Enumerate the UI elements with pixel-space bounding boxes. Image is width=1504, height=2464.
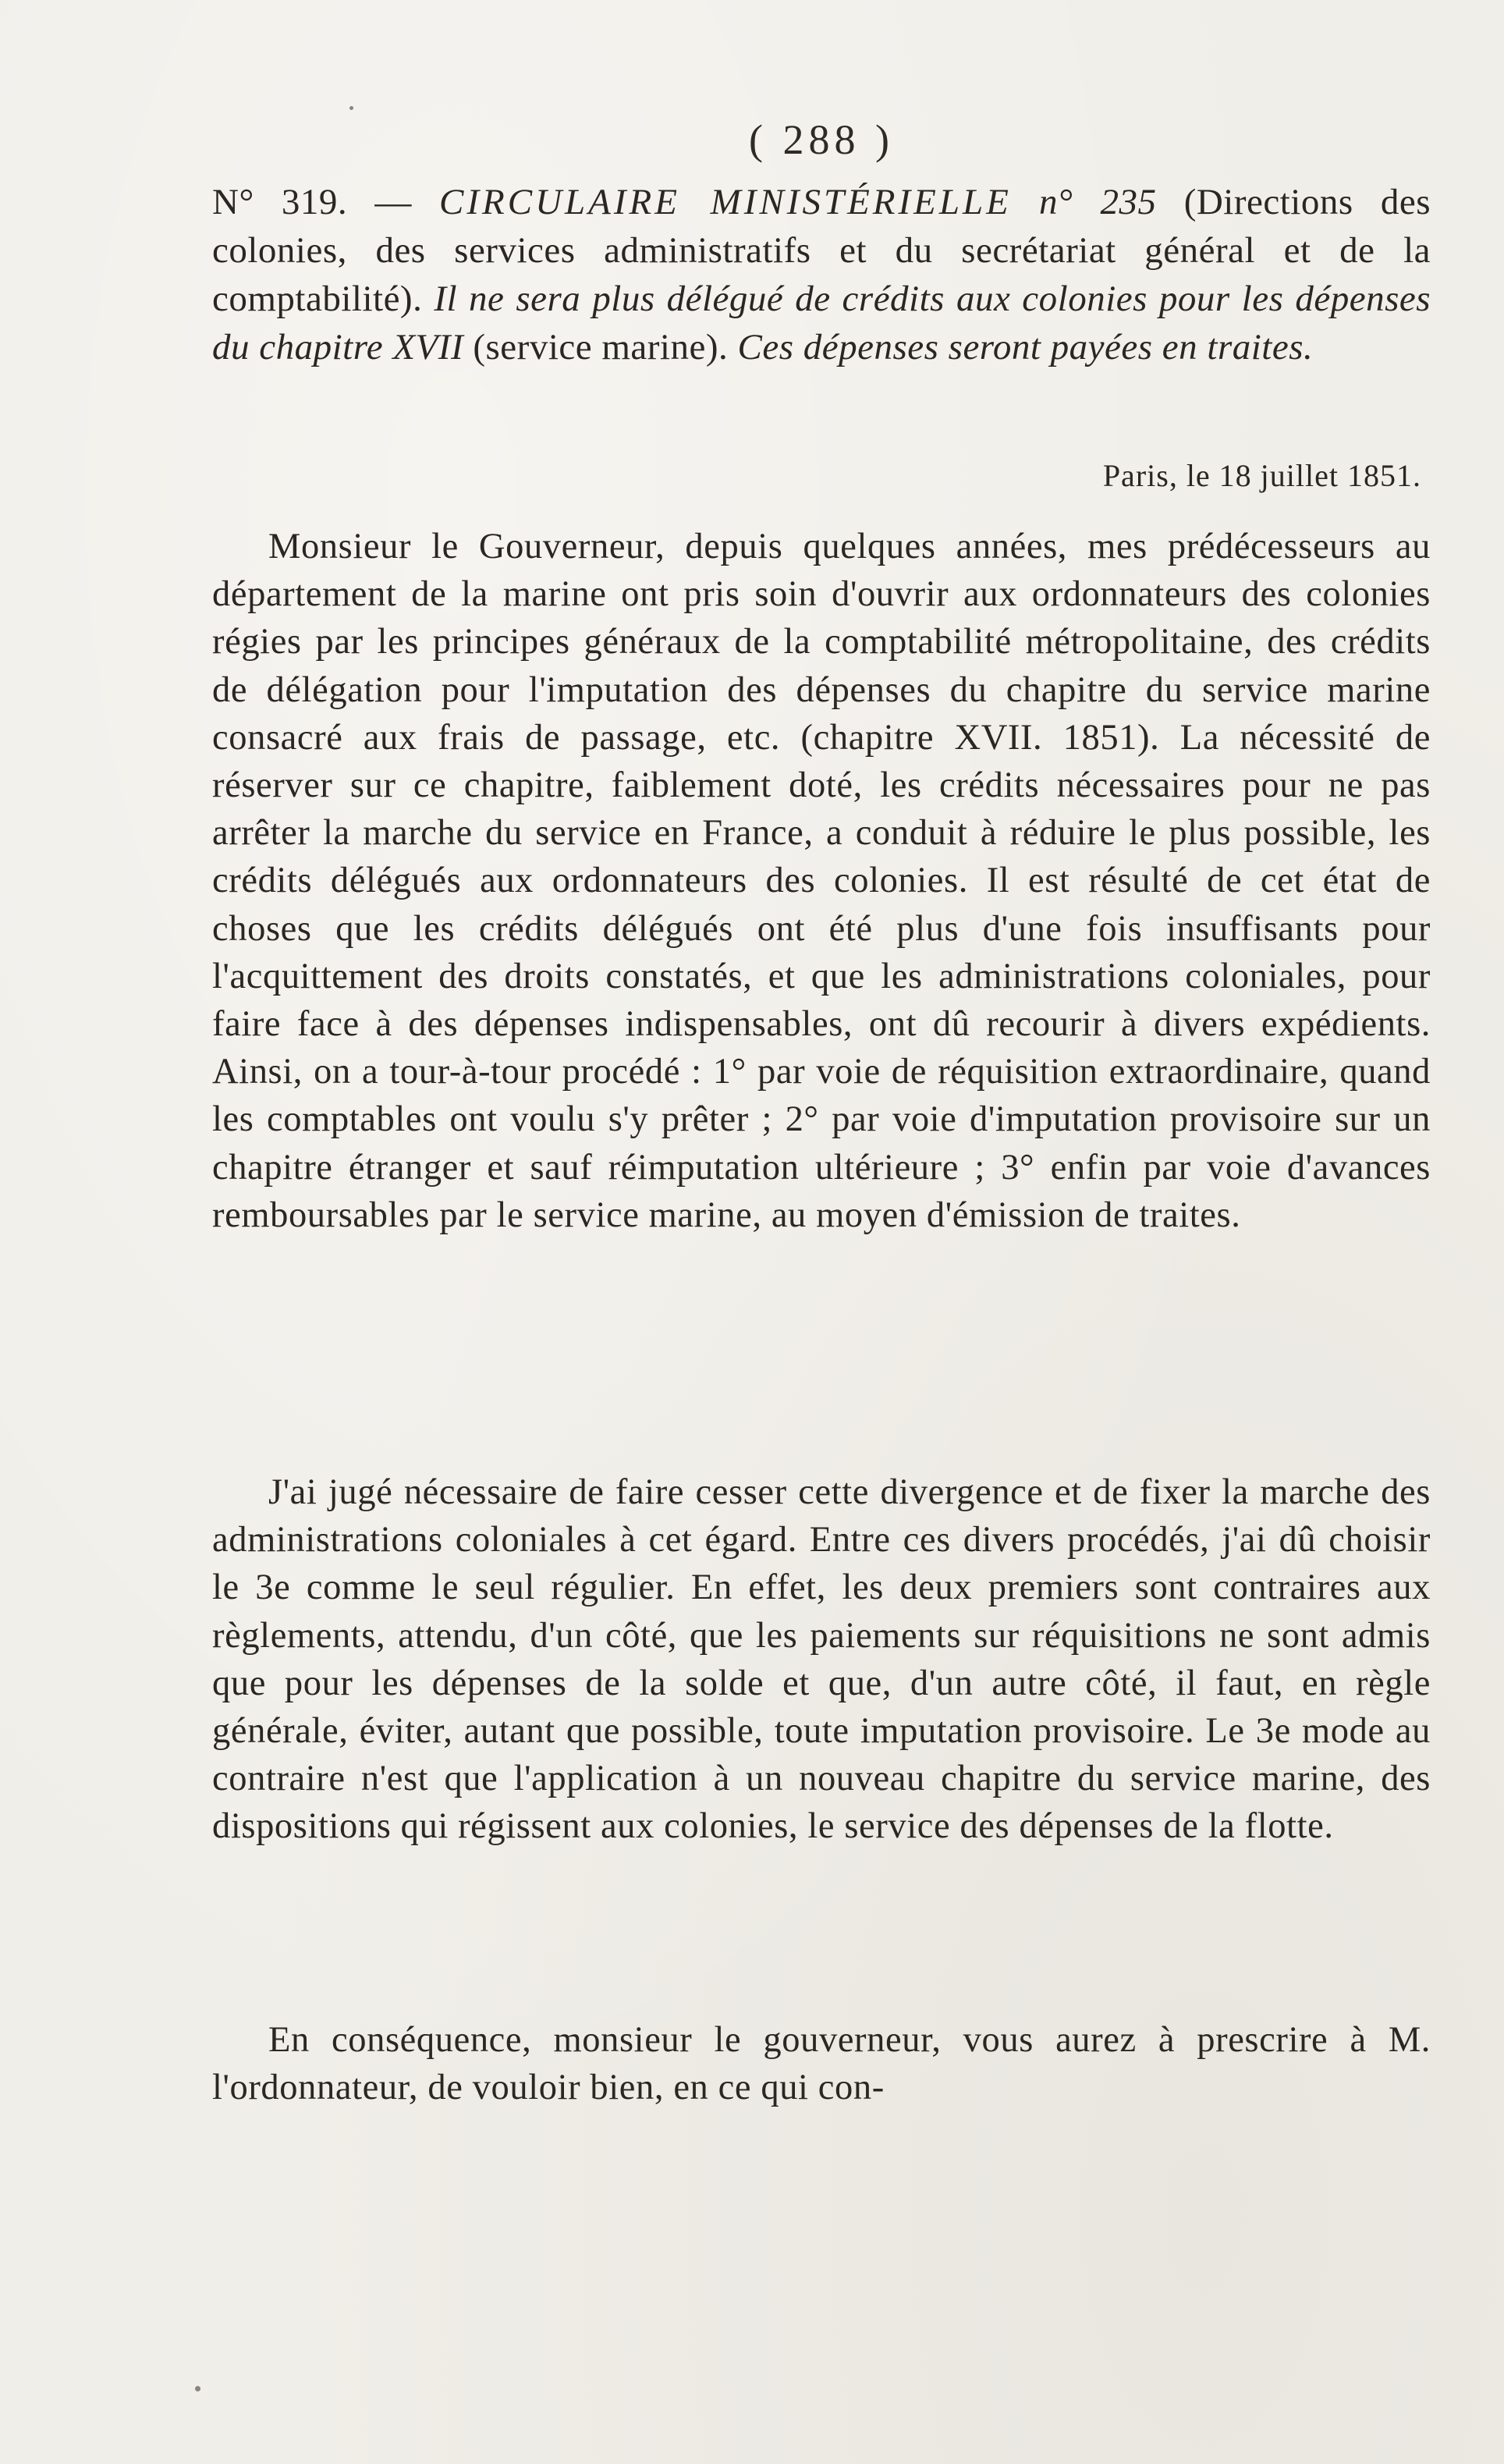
circular-title: CIRCULAIRE MINISTÉRIELLE bbox=[439, 182, 1012, 222]
paper-speck bbox=[195, 2386, 200, 2391]
dateline: Paris, le 18 juillet 1851. bbox=[1102, 458, 1421, 493]
circular-heading bbox=[212, 178, 1431, 371]
circular-number: N° 319. — bbox=[212, 182, 412, 222]
page-number: ( 288 ) bbox=[749, 116, 894, 163]
body-paragraph-1: Monsieur le Gouverneur, depuis quelques années, mes prédécesseurs au département de la marine ont pris soin d'ouvrir aux ordonnateurs des colonies régies par les principes généraux de la comptabilité métropolitaine, des crédits de délégation pour l'imputation des dépenses du chapitre du service marine consacré aux frais de passage, etc. (chapitre XVII. 1851). La nécessité de réserver sur ce chapitre, faiblement doté, les crédits nécessaires pour ne pas arrêter la marche du service en France, a conduit à réduire le plus possible, les crédits délégués aux ordonnateurs des colonies. Il est résulté de cet état de choses que les crédits délégués ont été plus d'une fois insuffisants pour l'acquittement des droits constatés, et que les administrations coloniales, pour faire face à des dépenses indispensables, ont dû recourir à divers expédients. Ainsi, on a tour-à-tour procédé : 1° par voie de réquisition extraordinaire, quand les comptables ont voulu s'y prêter ; 2° par voie d'imputation provisoire sur un chapitre étranger et sauf réimputation ultérieure ; 3° enfin par voie d'avances remboursables par le service marine, au moyen d'émission de traites. bbox=[212, 527, 1431, 1235]
circular-summary-part-2: Ces dépenses seront payées en traites. bbox=[737, 327, 1314, 367]
circular-summary-part-1: Il ne sera plus délégué de crédits aux colonies pour les dépenses du chapitre XVII bbox=[212, 279, 1431, 367]
circular-title-number: n° 235 bbox=[1039, 182, 1157, 222]
circular-summary-service: (service marine). bbox=[473, 327, 729, 367]
body-paragraph-3: En conséquence, monsieur le gouverneur, vous aurez à prescrire à M. l'ordonnateur, de vouloir bien, en ce qui con- bbox=[212, 2020, 1431, 2108]
body-paragraph-2: J'ai jugé nécessaire de faire cesser cette divergence et de fixer la marche des administrations coloniales à cet égard. Entre ces divers procédés, j'ai dû choisir le 3e comme le seul régulier. En effet, les deux premiers sont contraires aux règlements, attendu, d'un côté, que les paiements sur réquisitions ne sont admis que pour les dépenses de la solde et que, d'un autre côté, il faut, en règle générale, éviter, autant que possible, toute imputation provisoire. Le 3e mode au contraire n'est que l'application à un nouveau chapitre du service marine, des dispositions qui régissent aux colonies, le service des dépenses de la flotte. bbox=[212, 1472, 1431, 1847]
circular-subtitle: (Directions des colonies, des services administratifs et du secrétariat général et de la comptabilité). bbox=[212, 182, 1431, 319]
paper-speck bbox=[349, 106, 353, 110]
